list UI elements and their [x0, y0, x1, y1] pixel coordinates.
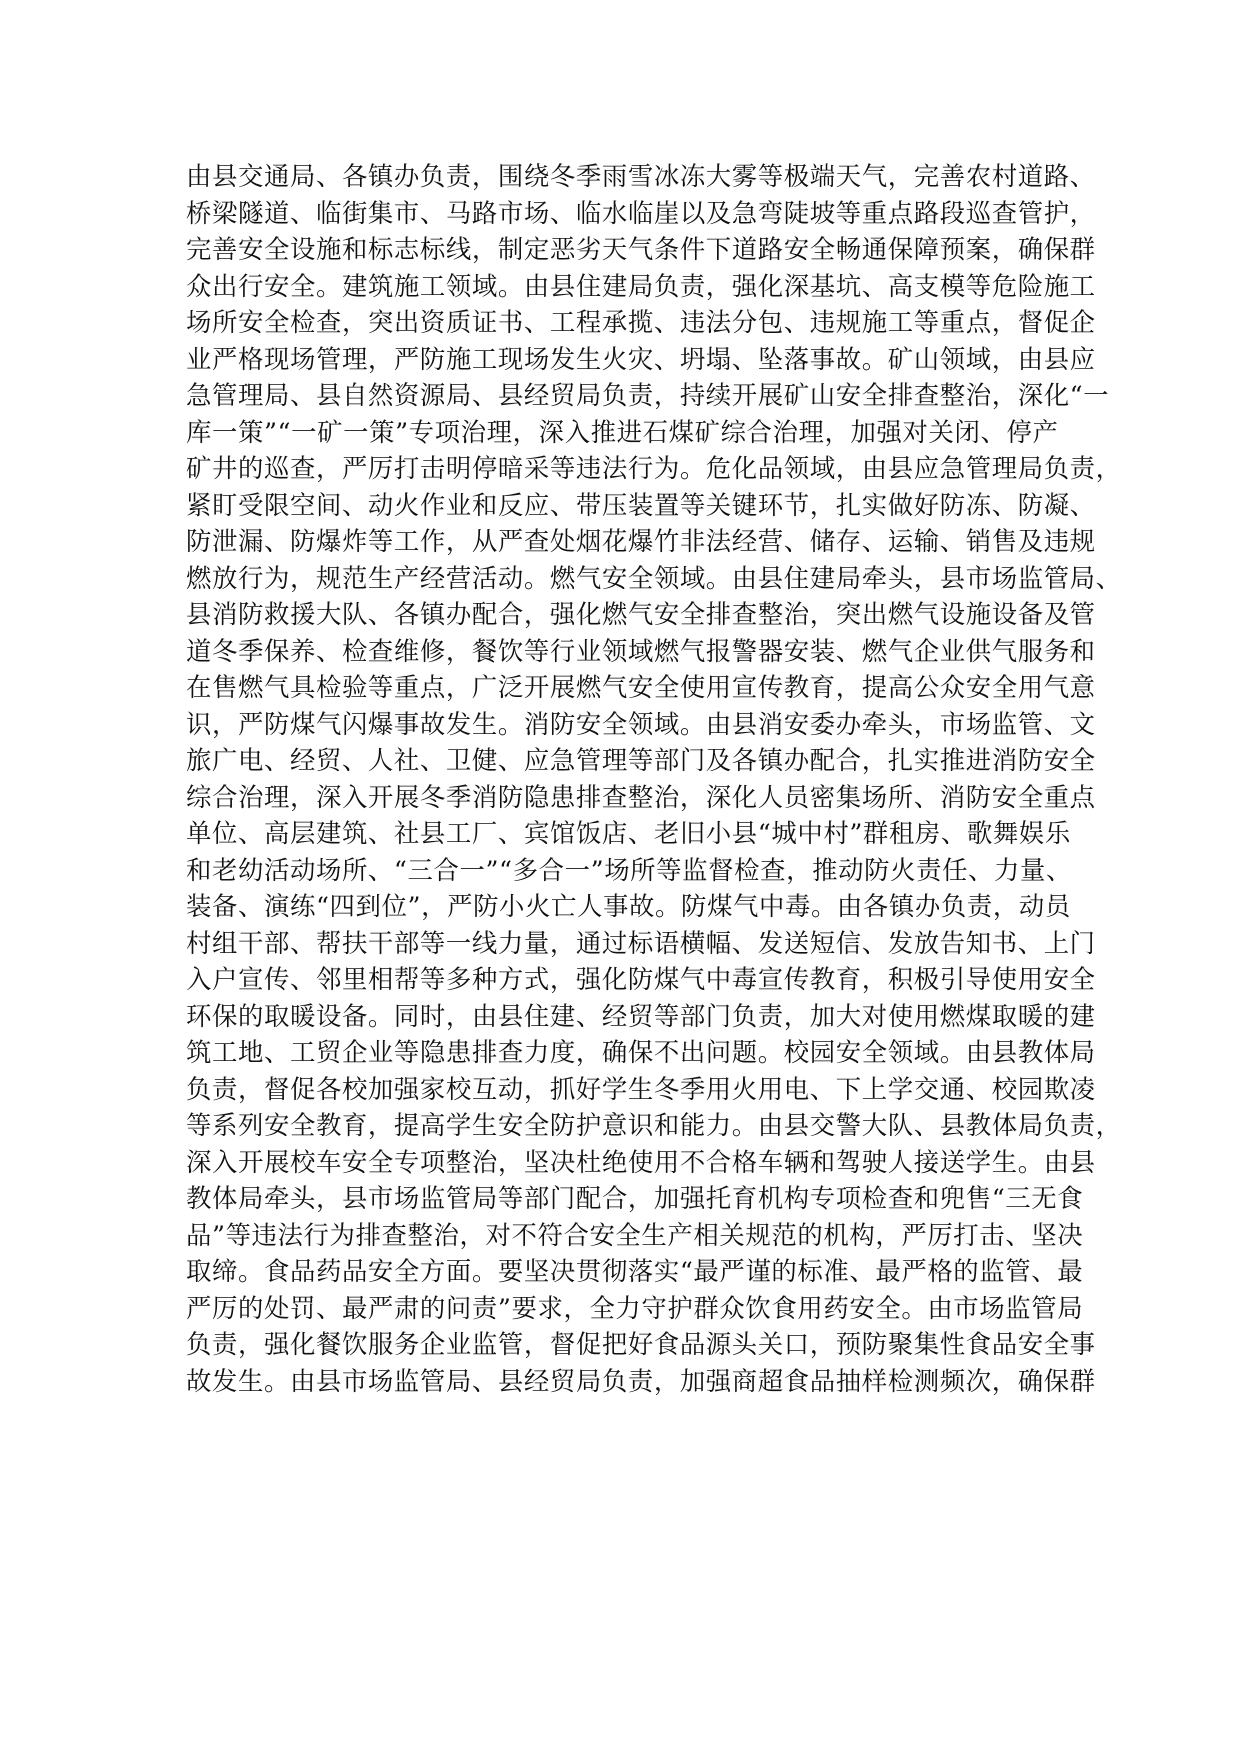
text-line: 道冬季保养、检查维修，餐饮等行业领域燃气报警器安装、燃气企业供气服务和 — [186, 635, 1096, 666]
text-line: 旅广电、经贸、人社、卫健、应急管理等部门及各镇办配合，扎实推进消防安全 — [186, 745, 1096, 775]
text-line: 环保的取暖设备。同时，由县住建、经贸等部门负责，加大对使用燃煤取暖的建 — [186, 1000, 1096, 1031]
text-line: 负责，强化餐饮服务企业监管，督促把好食品源头关口，预防聚集性食品安全事 — [186, 1329, 1096, 1359]
text-line: 单位、高层建筑、社县工厂、宾馆饭店、老旧小县“城中村”群租房、歌舞娱乐 — [186, 818, 1071, 848]
text-line: 负责，督促各校加强家校互动，抓好学生冬季用火用电、下上学交通、校园欺凌 — [186, 1073, 1096, 1104]
body-text — [186, 158, 1122, 1399]
text-line: 装备、演练“四到位”，严防小火亡人事故。防煤气中毒。由各镇办负责，动员 — [186, 891, 1071, 921]
text-line: 防泄漏、防爆炸等工作，从严查处烟花爆竹非法经营、储存、运输、销售及违规 — [186, 526, 1096, 556]
text-line: 在售燃气具检验等重点，广泛开展燃气安全使用宣传教育，提高公众安全用气意 — [186, 672, 1096, 702]
text-line: 等系列安全教育，提高学生安全防护意识和能力。由县交警大队、县教体局负责， — [186, 1110, 1122, 1140]
text-line: 紧盯受限空间、动火作业和反应、带压装置等关键环节，扎实做好防冻、防凝、 — [186, 489, 1096, 520]
text-line: 故发生。由县市场监管局、县经贸局负责，加强商超食品抽样检测频次，确保群 — [186, 1365, 1096, 1396]
text-line: 筑工地、工贸企业等隐患排查力度，确保不出问题。校园安全领域。由县教体局 — [186, 1037, 1096, 1067]
text-line: 入户宣传、邻里相帮等多种方式，强化防煤气中毒宣传教育，积极引导使用安全 — [186, 964, 1096, 994]
text-line: 场所安全检查，突出资质证书、工程承揽、违法分包、违规施工等重点，督促企 — [186, 307, 1096, 337]
text-line: 深入开展校车安全专项整治，坚决杜绝使用不合格车辆和驾驶人接送学生。由县 — [186, 1146, 1096, 1177]
text-line: 严厉的处罚、最严肃的问责”要求，全力守护群众饮食用药安全。由市场监管局 — [186, 1292, 1084, 1323]
text-line: 燃放行为，规范生产经营活动。燃气安全领域。由县住建局牵头，县市场监管局、 — [186, 562, 1122, 593]
text-line: 县消防救援大队、各镇办配合，强化燃气安全排查整治，突出燃气设施设备及管 — [186, 599, 1096, 629]
text-line: 桥梁隧道、临街集市、马路市场、临水临崖以及急弯陡坡等重点路段巡查管护， — [186, 197, 1096, 228]
text-line: 综合治理，深入开展冬季消防隐患排查整治，深化人员密集场所、消防安全重点 — [186, 781, 1096, 812]
text-line: 由县交通局、各镇办负责，围绕冬季雨雪冰冻大雾等极端天气，完善农村道路、 — [186, 161, 1096, 191]
text-line: 村组干部、帮扶干部等一线力量，通过标语横幅、发送短信、发放告知书、上门 — [186, 927, 1096, 958]
text-line: 众出行安全。建筑施工领域。由县住建局负责，强化深基坑、高支模等危险施工 — [186, 270, 1096, 301]
text-line: 完善安全设施和标志标线，制定恶劣天气条件下道路安全畅通保障预案，确保群 — [186, 234, 1096, 264]
text-line: 品”等违法行为排查整治，对不符合安全生产相关规范的机构，严厉打击、坚决 — [186, 1219, 1084, 1250]
text-line: 取缔。食品药品安全方面。要坚决贯彻落实“最严谨的标准、最严格的监管、最 — [186, 1256, 1084, 1286]
text-line: 库一策”“一矿一策”专项治理，深入推进石煤矿综合治理，加强对关闭、停产 — [186, 416, 1059, 447]
text-line: 业严格现场管理，严防施工现场发生火灾、坍塌、坠落事故。矿山领域，由县应 — [186, 343, 1096, 374]
text-line: 急管理局、县自然资源局、县经贸局负责，持续开展矿山安全排查整治，深化“一 — [186, 380, 1110, 410]
text-line: 识，严防煤气闪爆事故发生。消防安全领域。由县消安委办牵头，市场监管、文 — [186, 708, 1096, 739]
text-line: 矿井的巡查，严厉打击明停暗采等违法行为。危化品领域，由县应急管理局负责， — [186, 453, 1122, 483]
text-line: 和老幼活动场所、“三合一”“多合一”场所等监督检查，推动防火责任、力量、 — [186, 854, 1073, 885]
text-line: 教体局牵头，县市场监管局等部门配合，加强托育机构专项检查和兜售“三无食 — [186, 1183, 1084, 1213]
